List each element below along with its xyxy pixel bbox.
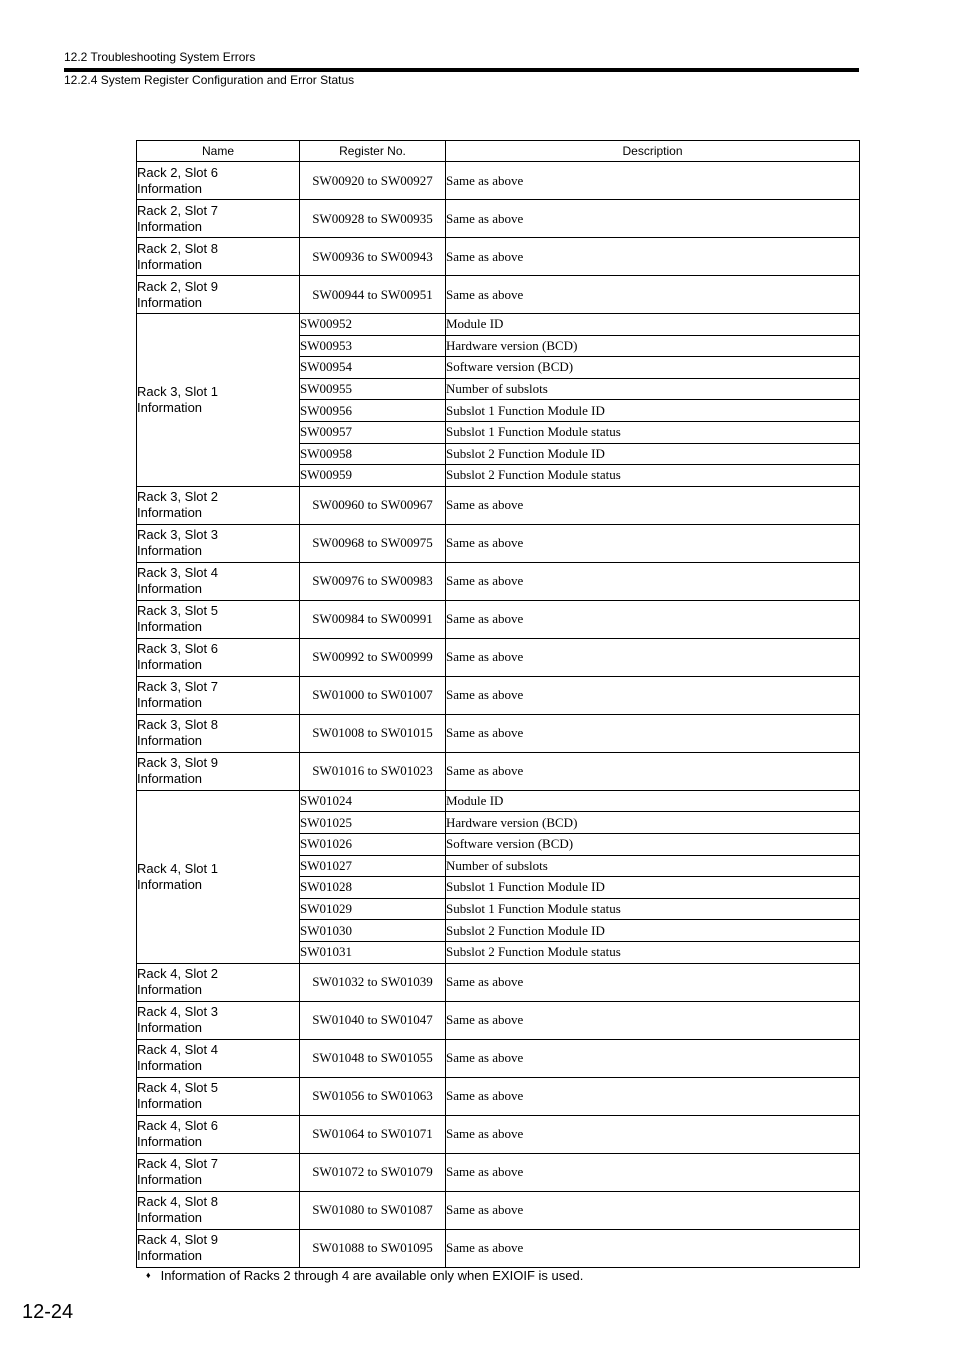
register-range-cell: SW00920 to SW00927 bbox=[300, 162, 446, 200]
row-name-line2: Information bbox=[137, 657, 203, 673]
table-header-row bbox=[137, 141, 860, 162]
description-cell: Software version (BCD) bbox=[446, 833, 860, 855]
row-name-line2: Information bbox=[137, 505, 203, 521]
description-cell: Same as above bbox=[446, 200, 860, 238]
table-row bbox=[137, 1001, 860, 1039]
register-cell: SW00958 bbox=[300, 443, 446, 465]
row-name-line2: Information bbox=[137, 1058, 203, 1073]
description-cell: Same as above bbox=[446, 162, 860, 200]
table-row bbox=[137, 162, 860, 200]
row-name-line2: Information bbox=[137, 180, 203, 196]
register-cell: SW01031 bbox=[300, 941, 446, 963]
table-row bbox=[137, 276, 860, 314]
row-name-cell bbox=[137, 1191, 300, 1229]
description-cell: Number of subslots bbox=[446, 855, 860, 877]
register-range-cell: SW01032 to SW01039 bbox=[300, 963, 446, 1001]
description-cell: Subslot 2 Function Module ID bbox=[446, 920, 860, 942]
row-name-line2: Information bbox=[137, 771, 203, 787]
register-range-cell: SW01080 to SW01087 bbox=[300, 1191, 446, 1229]
description-cell: Same as above bbox=[446, 238, 860, 276]
description-cell: Subslot 2 Function Module status bbox=[446, 941, 860, 963]
description-cell: Same as above bbox=[446, 752, 860, 790]
register-range-cell: SW01088 to SW01095 bbox=[300, 1229, 446, 1267]
register-cell: SW01029 bbox=[300, 898, 446, 920]
register-range-cell: SW01072 to SW01079 bbox=[300, 1153, 446, 1191]
description-cell: Subslot 1 Function Module ID bbox=[446, 877, 860, 899]
register-range-cell: SW01056 to SW01063 bbox=[300, 1077, 446, 1115]
register-range-cell: SW00984 to SW00991 bbox=[300, 600, 446, 638]
register-cell: SW00956 bbox=[300, 400, 446, 422]
description-cell: Same as above bbox=[446, 714, 860, 752]
row-name-cell bbox=[137, 1229, 300, 1267]
header-rule bbox=[64, 68, 859, 72]
table-row bbox=[137, 238, 860, 276]
column-header-register: Register No. bbox=[300, 141, 446, 162]
register-range-cell: SW00928 to SW00935 bbox=[300, 200, 446, 238]
description-cell: Same as above bbox=[446, 1115, 860, 1153]
register-cell: SW00957 bbox=[300, 421, 446, 443]
section-header: 12.2 Troubleshooting System Errors bbox=[64, 50, 256, 64]
table-row bbox=[137, 524, 860, 562]
table-row bbox=[137, 200, 860, 238]
row-name-line1: Rack 3, Slot 2 bbox=[137, 489, 218, 505]
register-cell: SW00952 bbox=[300, 314, 446, 336]
register-cell: SW01030 bbox=[300, 920, 446, 942]
description-cell: Same as above bbox=[446, 638, 860, 676]
row-name-line1: Rack 4, Slot 7 bbox=[137, 1156, 218, 1171]
description-cell: Same as above bbox=[446, 562, 860, 600]
table-row bbox=[137, 676, 860, 714]
table-row bbox=[137, 790, 860, 812]
register-cell: SW01027 bbox=[300, 855, 446, 877]
description-cell: Subslot 2 Function Module ID bbox=[446, 443, 860, 465]
table-row bbox=[137, 1153, 860, 1191]
description-cell: Same as above bbox=[446, 1153, 860, 1191]
register-range-cell: SW00936 to SW00943 bbox=[300, 238, 446, 276]
table-row bbox=[137, 1229, 860, 1267]
row-name-line2: Information bbox=[137, 695, 203, 711]
table-row bbox=[137, 752, 860, 790]
register-cell: SW00959 bbox=[300, 465, 446, 487]
row-name-cell bbox=[137, 486, 300, 524]
description-cell: Module ID bbox=[446, 790, 860, 812]
row-name-line2: Information bbox=[137, 1134, 203, 1149]
row-name-line2: Information bbox=[137, 1096, 203, 1111]
row-name-line1: Rack 4, Slot 9 bbox=[137, 1232, 218, 1247]
register-cell: SW00954 bbox=[300, 357, 446, 379]
register-range-cell: SW00960 to SW00967 bbox=[300, 486, 446, 524]
register-range-cell: SW01016 to SW01023 bbox=[300, 752, 446, 790]
description-cell: Same as above bbox=[446, 486, 860, 524]
description-cell: Same as above bbox=[446, 676, 860, 714]
row-name-line2: Information bbox=[137, 256, 203, 272]
description-cell: Subslot 1 Function Module ID bbox=[446, 400, 860, 422]
description-cell: Module ID bbox=[446, 314, 860, 336]
row-name-line1: Rack 3, Slot 9 bbox=[137, 755, 218, 771]
description-cell: Number of subslots bbox=[446, 378, 860, 400]
row-name-line2: Information bbox=[137, 1210, 203, 1225]
row-name-line2: Information bbox=[137, 543, 203, 559]
row-name-line1: Rack 2, Slot 9 bbox=[137, 278, 218, 294]
row-name-cell bbox=[137, 714, 300, 752]
column-header-description: Description bbox=[446, 141, 860, 162]
row-name-line1: Rack 4, Slot 3 bbox=[137, 1004, 218, 1019]
description-cell: Same as above bbox=[446, 1001, 860, 1039]
register-cell: SW01028 bbox=[300, 877, 446, 899]
row-name-line2: Information bbox=[137, 876, 203, 892]
description-cell: Hardware version (BCD) bbox=[446, 812, 860, 834]
row-name-cell bbox=[137, 562, 300, 600]
description-cell: Software version (BCD) bbox=[446, 357, 860, 379]
table-row bbox=[137, 1191, 860, 1229]
row-name-line1: Rack 4, Slot 5 bbox=[137, 1080, 218, 1095]
row-name-cell bbox=[137, 524, 300, 562]
register-range-cell: SW00976 to SW00983 bbox=[300, 562, 446, 600]
row-name-line2: Information bbox=[137, 581, 203, 597]
description-cell: Same as above bbox=[446, 600, 860, 638]
row-name-line1: Rack 3, Slot 5 bbox=[137, 603, 218, 619]
table-row bbox=[137, 1115, 860, 1153]
row-name-line2: Information bbox=[137, 1020, 203, 1035]
row-name-line1: Rack 2, Slot 7 bbox=[137, 202, 218, 218]
row-name-line1: Rack 4, Slot 8 bbox=[137, 1194, 218, 1209]
row-name-cell bbox=[137, 162, 300, 200]
subsection-header: 12.2.4 System Register Configuration and Error Status bbox=[64, 73, 355, 87]
table-row bbox=[137, 314, 860, 336]
table-row bbox=[137, 562, 860, 600]
description-cell: Hardware version (BCD) bbox=[446, 335, 860, 357]
row-name-line2: Information bbox=[137, 619, 203, 635]
register-range-cell: SW01008 to SW01015 bbox=[300, 714, 446, 752]
row-name-line1: Rack 2, Slot 8 bbox=[137, 240, 218, 256]
row-name-line1: Rack 3, Slot 6 bbox=[137, 641, 218, 657]
register-cell: SW01025 bbox=[300, 812, 446, 834]
register-range-cell: SW01048 to SW01055 bbox=[300, 1039, 446, 1077]
row-name-cell bbox=[137, 790, 300, 963]
column-header-name: Name bbox=[137, 141, 300, 162]
register-table bbox=[136, 140, 860, 1268]
row-name-cell bbox=[137, 638, 300, 676]
description-cell: Same as above bbox=[446, 1039, 860, 1077]
register-cell: SW00953 bbox=[300, 335, 446, 357]
page-number: 12-24 bbox=[22, 1301, 74, 1323]
row-name-line1: Rack 3, Slot 1 bbox=[137, 383, 218, 399]
register-range-cell: SW00944 to SW00951 bbox=[300, 276, 446, 314]
row-name-line1: Rack 4, Slot 1 bbox=[137, 860, 218, 876]
table-row bbox=[137, 1077, 860, 1115]
description-cell: Same as above bbox=[446, 1077, 860, 1115]
row-name-cell bbox=[137, 600, 300, 638]
row-name-cell bbox=[137, 1039, 300, 1077]
register-range-cell: SW00968 to SW00975 bbox=[300, 524, 446, 562]
register-range-cell: SW01064 to SW01071 bbox=[300, 1115, 446, 1153]
table-row bbox=[137, 600, 860, 638]
description-cell: Same as above bbox=[446, 1191, 860, 1229]
table-body bbox=[137, 162, 860, 1268]
row-name-cell bbox=[137, 1115, 300, 1153]
row-name-line1: Rack 4, Slot 4 bbox=[137, 1042, 218, 1057]
diamond-bullet-icon: ♦ bbox=[146, 1270, 151, 1280]
description-cell: Subslot 2 Function Module status bbox=[446, 465, 860, 487]
row-name-cell bbox=[137, 200, 300, 238]
row-name-line1: Rack 3, Slot 4 bbox=[137, 565, 218, 581]
row-name-line1: Rack 4, Slot 2 bbox=[137, 966, 218, 981]
row-name-line1: Rack 3, Slot 3 bbox=[137, 527, 218, 543]
register-cell: SW01026 bbox=[300, 833, 446, 855]
row-name-line2: Information bbox=[137, 982, 203, 997]
row-name-line2: Information bbox=[137, 399, 203, 415]
row-name-line2: Information bbox=[137, 294, 203, 310]
description-cell: Same as above bbox=[446, 963, 860, 1001]
row-name-cell bbox=[137, 676, 300, 714]
row-name-line2: Information bbox=[137, 1172, 203, 1187]
row-name-cell bbox=[137, 238, 300, 276]
register-range-cell: SW01040 to SW01047 bbox=[300, 1001, 446, 1039]
row-name-line1: Rack 4, Slot 6 bbox=[137, 1118, 218, 1133]
table-row bbox=[137, 486, 860, 524]
row-name-cell bbox=[137, 276, 300, 314]
register-cell: SW01024 bbox=[300, 790, 446, 812]
description-cell: Same as above bbox=[446, 524, 860, 562]
description-cell: Same as above bbox=[446, 276, 860, 314]
row-name-line1: Rack 2, Slot 6 bbox=[137, 164, 218, 180]
footnote bbox=[146, 1268, 583, 1283]
row-name-line2: Information bbox=[137, 218, 203, 234]
row-name-cell bbox=[137, 314, 300, 487]
description-cell: Subslot 1 Function Module status bbox=[446, 898, 860, 920]
register-range-cell: SW00992 to SW00999 bbox=[300, 638, 446, 676]
row-name-line2: Information bbox=[137, 733, 203, 749]
table-row bbox=[137, 963, 860, 1001]
row-name-cell bbox=[137, 1001, 300, 1039]
register-range-cell: SW01000 to SW01007 bbox=[300, 676, 446, 714]
description-cell: Same as above bbox=[446, 1229, 860, 1267]
row-name-line1: Rack 3, Slot 7 bbox=[137, 679, 218, 695]
row-name-line2: Information bbox=[137, 1248, 203, 1263]
table-row bbox=[137, 638, 860, 676]
row-name-cell bbox=[137, 1153, 300, 1191]
table-row bbox=[137, 1039, 860, 1077]
table-row bbox=[137, 714, 860, 752]
row-name-cell bbox=[137, 1077, 300, 1115]
row-name-cell bbox=[137, 752, 300, 790]
row-name-line1: Rack 3, Slot 8 bbox=[137, 717, 218, 733]
register-cell: SW00955 bbox=[300, 378, 446, 400]
description-cell: Subslot 1 Function Module status bbox=[446, 421, 860, 443]
row-name-cell bbox=[137, 963, 300, 1001]
footnote-text: Information of Racks 2 through 4 are available only when EXIOIF is used. bbox=[160, 1268, 584, 1283]
